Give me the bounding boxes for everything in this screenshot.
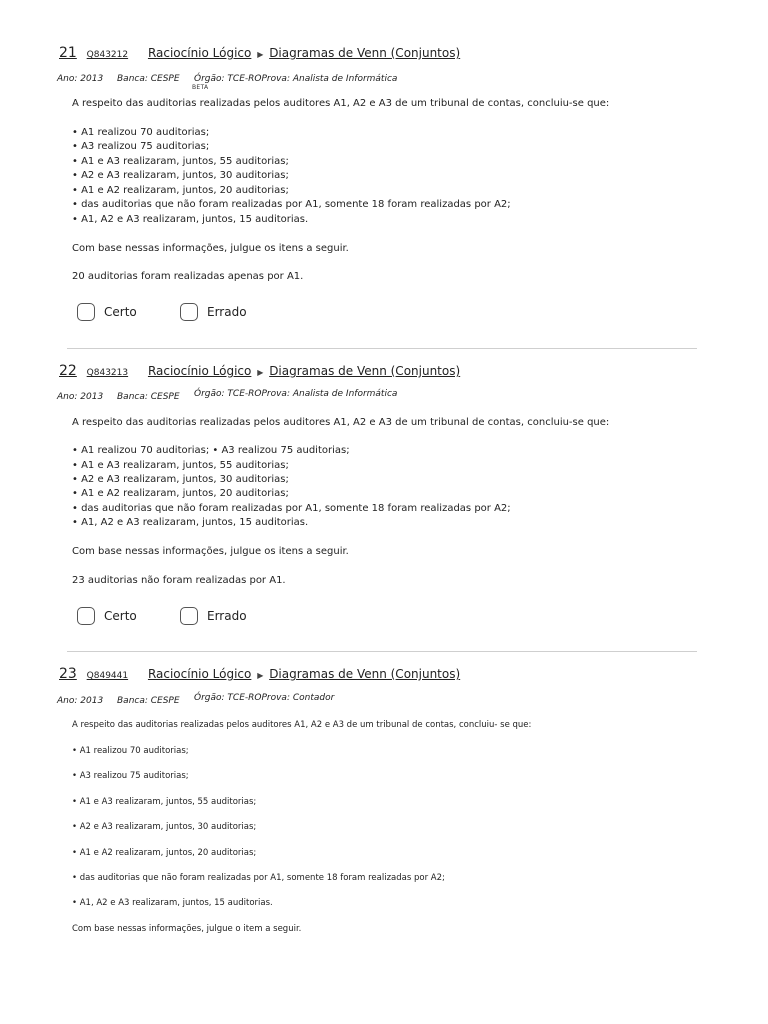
subject-link[interactable]: Raciocínio Lógico — [147, 667, 252, 681]
banca-label: Banca: CESPE — [117, 74, 180, 84]
checkbox-icon[interactable] — [180, 607, 198, 625]
question-id-link[interactable]: Q849441 — [86, 671, 129, 681]
list-item: • A2 e A3 realizaram, juntos, 30 auditorias; — [72, 170, 289, 181]
list-item: • das auditorias que não foram realizadas por A1, somente 18 foram realizadas por A2; — [72, 873, 445, 883]
option-certo[interactable] — [77, 301, 137, 323]
question-number[interactable]: 21 — [59, 45, 77, 61]
question-number[interactable]: 23 — [59, 666, 77, 682]
list-item: • A1, A2 e A3 realizaram, juntos, 15 auditorias. — [72, 214, 309, 225]
list-item: • A1 e A3 realizaram, juntos, 55 auditorias; — [72, 156, 289, 167]
subject-link[interactable]: Raciocínio Lógico — [147, 46, 252, 60]
checkbox-icon[interactable] — [180, 303, 198, 321]
breadcrumb-arrow-icon: ▶ — [257, 368, 264, 377]
list-item: • A1 e A3 realizaram, juntos, 55 auditorias; — [72, 460, 289, 471]
list-item: • A3 realizou 75 auditorias; — [72, 141, 210, 152]
list-item: • das auditorias que não foram realizadas por A1, somente 18 foram realizadas por A2; — [72, 503, 511, 514]
question-id-link[interactable]: Q843213 — [86, 368, 129, 378]
instruction-text: Com base nessas informações, julgue o item a seguir. — [72, 924, 302, 934]
question-header — [59, 45, 460, 63]
topic-link[interactable]: Diagramas de Venn (Conjuntos) — [269, 667, 461, 681]
option-errado[interactable] — [180, 605, 247, 627]
breadcrumb-arrow-icon: ▶ — [257, 671, 264, 680]
ano-label: Ano: 2013 — [57, 74, 104, 84]
checkbox-icon[interactable] — [77, 607, 95, 625]
banca-label: Banca: CESPE — [117, 696, 180, 706]
topic-link[interactable]: Diagramas de Venn (Conjuntos) — [269, 46, 461, 60]
list-item: • A1 e A3 realizaram, juntos, 55 auditorias; — [72, 797, 257, 807]
orgao-label: Órgão: TCE-ROProva: Contador — [194, 693, 335, 703]
ano-label: Ano: 2013 — [57, 392, 104, 402]
item-statement: 20 auditorias foram realizadas apenas por A1. — [72, 271, 304, 282]
question-header — [59, 363, 460, 381]
banca-label: Banca: CESPE — [117, 392, 180, 402]
orgao-label: Órgão: TCE-ROProva: Analista de Informática — [194, 74, 398, 84]
item-statement: 23 auditorias não foram realizadas por A1. — [72, 575, 286, 586]
list-item: • A1 e A2 realizaram, juntos, 20 auditorias; — [72, 848, 257, 858]
ano-label: Ano: 2013 — [57, 696, 104, 706]
list-item: • A1 e A2 realizaram, juntos, 20 auditorias; — [72, 185, 289, 196]
breadcrumb-arrow-icon: ▶ — [257, 50, 264, 59]
orgao-label: Órgão: TCE-ROProva: Analista de Informática — [194, 389, 398, 399]
list-item: • A1, A2 e A3 realizaram, juntos, 15 auditorias. — [72, 517, 309, 528]
question-header — [59, 666, 460, 684]
question-number[interactable]: 22 — [59, 363, 77, 379]
statement-intro: A respeito das auditorias realizadas pelos auditores A1, A2 e A3 de um tribunal de contas, concluiu-se que: — [72, 98, 610, 109]
question-divider — [67, 651, 697, 652]
list-item: • A1 realizou 70 auditorias; — [72, 746, 189, 756]
list-item: • A1 realizou 70 auditorias; — [72, 127, 210, 138]
instruction-text: Com base nessas informações, julgue os itens a seguir. — [72, 243, 349, 254]
list-item: • A1, A2 e A3 realizaram, juntos, 15 auditorias. — [72, 898, 273, 908]
beta-badge: BETA — [192, 84, 209, 91]
list-item: • A1 e A2 realizaram, juntos, 20 auditorias; — [72, 488, 289, 499]
question-divider — [67, 348, 697, 349]
list-item: • das auditorias que não foram realizadas por A1, somente 18 foram realizadas por A2; — [72, 199, 511, 210]
list-item: • A3 realizou 75 auditorias; — [72, 771, 189, 781]
option-errado[interactable] — [180, 301, 247, 323]
option-label: Certo — [104, 305, 137, 319]
option-label: Errado — [207, 305, 247, 319]
subject-link[interactable]: Raciocínio Lógico — [147, 364, 252, 378]
list-item: • A1 realizou 70 auditorias; • A3 realizou 75 auditorias; — [72, 445, 350, 456]
statement-intro: A respeito das auditorias realizadas pelos auditores A1, A2 e A3 de um tribunal de contas, concluiu- se que: — [72, 720, 532, 730]
topic-link[interactable]: Diagramas de Venn (Conjuntos) — [269, 364, 461, 378]
option-certo[interactable] — [77, 605, 137, 627]
list-item: • A2 e A3 realizaram, juntos, 30 auditorias; — [72, 474, 289, 485]
question-id-link[interactable]: Q843212 — [86, 50, 129, 60]
list-item: • A2 e A3 realizaram, juntos, 30 auditorias; — [72, 822, 257, 832]
option-label: Certo — [104, 609, 137, 623]
instruction-text: Com base nessas informações, julgue os itens a seguir. — [72, 546, 349, 557]
statement-intro: A respeito das auditorias realizadas pelos auditores A1, A2 e A3 de um tribunal de contas, concluiu-se que: — [72, 417, 610, 428]
checkbox-icon[interactable] — [77, 303, 95, 321]
option-label: Errado — [207, 609, 247, 623]
